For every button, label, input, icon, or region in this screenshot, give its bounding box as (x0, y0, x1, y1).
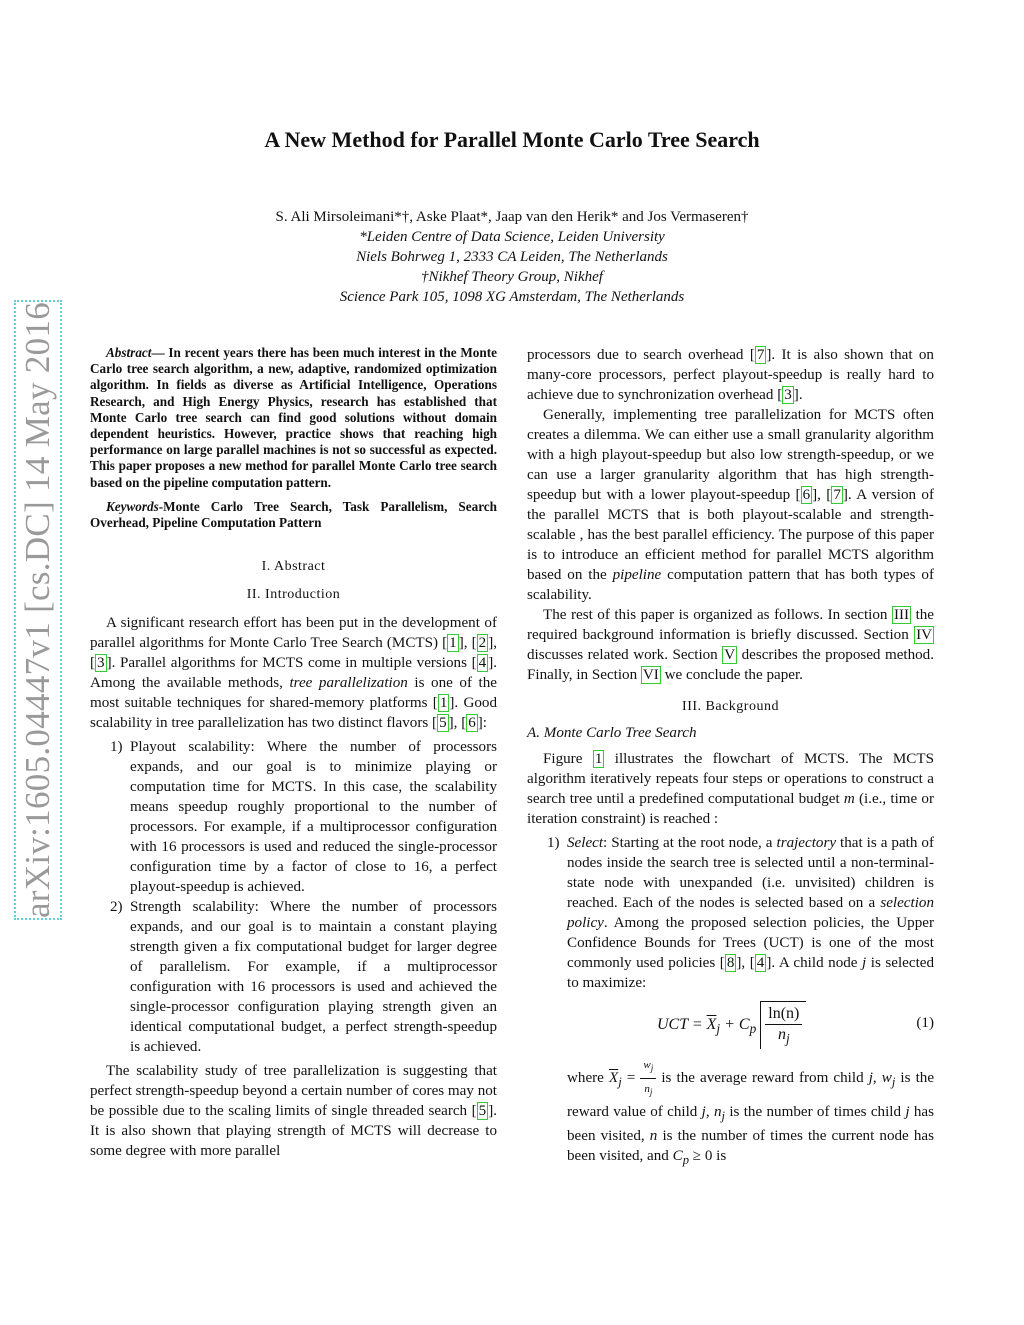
uct-equation (527, 993, 934, 1055)
section-link[interactable]: V (724, 647, 736, 663)
list-item: 1) Select: Starting at the root node, a trajectory that is a path of nodes inside the search tree is selected until a non-terminal-state node with unexpanded (i.e. unvisited) children is reached. Each of the nodes is selected based on a selection policy. Among the proposed selection policies, the Upper Confidence Bounds for Trees (UCT) is one of the most commonly used policies [ 8 ], [ 4 ]. A child node j is selected to maximize: (547, 835, 935, 991)
arxiv-stamp (14, 300, 62, 920)
paper-title: A New Method for Parallel Monte Carlo Tree Search (264, 127, 760, 152)
citation-link[interactable]: 6 (802, 487, 811, 503)
affiliation-4: Science Park 105, 1098 XG Amsterdam, The Netherlands (339, 289, 685, 305)
list-item: 2) Strength scalability: Where the number of processors expands, and our goal is to maintain a constant playing strength given a fix computational budget for larger degree of parallelism. For example, if a multiprocessor configuration with 16 processors is used and achieved the single-processor configuration playing strength given an identical computational budget, a perfect strength-speedup is achieved. (110, 899, 497, 1056)
right-paragraph-4: Figure 1 illustrates the flowchart of MCTS. The MCTS algorithm iteratively repeats four steps or operations to construct a search tree until a predefined computational budget m (i.e., time or iteration constraint) is reached : (527, 751, 934, 827)
arxiv-stamp-text: arXiv:1605.04447v1 [cs.DC] 14 May 2016 (18, 301, 57, 919)
right-column (527, 345, 934, 1170)
uct-formula: UCT = $\overline{X}_j + C_p$ $\frac{\ln(n)}{n_j}$ (657, 1001, 806, 1049)
figure-link[interactable]: 1 (594, 751, 603, 767)
citation-link[interactable]: 7 (756, 347, 765, 363)
list-item: 1) Playout scalability: Where the number of processors expands, and our goal is to minimize playing or computation time for MCTS. In this case, the scalability means speedup roughly proportional to the number of processors. For example, if a multiprocessor configuration with 16 processors is used and reduced the single-processor configuration time by a factor of close to 16, a perfect playout-speedup is achieved. (110, 739, 497, 896)
affiliation-3: †Nikhef Theory Group, Nikhef (421, 269, 603, 285)
citation-link[interactable]: 1 (449, 635, 457, 652)
citation-link[interactable]: 8 (726, 955, 735, 971)
right-paragraph-3: The rest of this paper is organized as follows. In section III the required background information is briefly discussed. Section IV discusses related work. Section V describes the proposed method. Finally, in Section VI we conclude the paper. (527, 607, 935, 683)
section-link[interactable]: IV (916, 627, 932, 643)
citation-link[interactable]: 5 (478, 1103, 487, 1120)
where-paragraph: where $\overline{X}_j$ = $\frac{w_j}{n_j}$ is the average reward from child j, $w_j$ is the reward value of child j, $n_j$ is the number of times child j has been visited, n is the number of times the current node has been visited, and $C_p \ge 0$ is (527, 1055, 934, 1170)
section-link[interactable]: III (893, 607, 910, 623)
author-names: S. Ali Mirsoleimani*†, Aske Plaat*, Jaap van den Herik* and Jos Vermaseren† (275, 209, 749, 225)
intro-paragraph-2: The scalability study of tree parallelization is suggesting that perfect strength-speedup beyond a certain number of cores may not be possible due to the scaling limits of single threaded search [ 5 ]. It is also shown that playing strength of MCTS will decrease to some degree with more parallel (90, 1063, 497, 1160)
citation-link[interactable]: 4 (478, 655, 487, 672)
citation-link[interactable]: 4 (756, 955, 765, 971)
affiliation-1: *Leiden Centre of Data Science, Leiden University (359, 229, 665, 245)
keywords: Keywords-Monte Carlo Tree Search, Task Parallelism, Search Overhead, Pipeline Computation Pattern (90, 498, 497, 531)
section-heading-abstract: I. Abstract (261, 559, 326, 575)
equation-number: (1) (916, 1015, 934, 1031)
section-heading-background: III. Background (682, 699, 779, 714)
citation-link[interactable]: 2 (478, 635, 487, 652)
subsection-heading-mcts: A. Monte Carlo Tree Search (527, 725, 697, 741)
section-link[interactable]: VI (642, 667, 659, 683)
left-column (90, 345, 497, 1161)
citation-link[interactable]: 6 (468, 715, 476, 732)
right-paragraph-1: processors due to search overhead [ 7 ]. It is also shown that on many-core processors, perfect playout-speedup is really hard to achieve due to synchronization overhead [ 3 ]. (527, 347, 934, 403)
citation-link[interactable]: 7 (833, 487, 841, 503)
section-heading-introduction: II. Introduction (246, 587, 341, 603)
intro-paragraph-1: A significant research effort has been put in the development of parallel algorithms for Monte Carlo Tree Search (MCTS) [ 1 ], [ 2 ], [ 3 ]. Parallel algorithms for MCTS come in multiple versions [ 4 ]. Among the available methods, tree parallelization is one of the most suitable techniques for shared-memory platforms [ 1 ]. Good scalability in tree parallelization has two distinct flavors [ 5 ], [ 6 ]: (90, 615, 498, 732)
affiliation-2: Niels Bohrweg 1, 2333 CA Leiden, The Netherlands (356, 249, 668, 265)
citation-link[interactable]: 5 (439, 715, 447, 732)
right-paragraph-2: Generally, implementing tree parallelization for MCTS often creates a dilemma. We can either use a small granularity algorithm with a high playout-speedup but also low strength-speedup, or we can use a larger granularity algorithm that has high strength-speedup but with a lower playout-speedup [ 6 ], [ 7 ]. A version of the parallel MCTS that is both playout-scalable and strength-scalable , has the best parallel efficiency. The purpose of this paper is to introduce an efficient method for parallel MCTS algorithm based on the pipeline computation pattern that has both types of scalability. (527, 407, 934, 603)
citation-link[interactable]: 1 (439, 695, 448, 712)
citation-link[interactable]: 3 (784, 387, 792, 403)
abstract: Abstract— In recent years there has been much interest in the Monte Carlo tree search algorithm, a new, adaptive, randomized optimization algorithm. In fields as diverse as Artificial Intelligence, Operations Research, and High Energy Physics, research has established that Monte Carlo tree search can find good solutions without domain dependent heuristics. However, practice shows that reaching high performance on large parallel machines is not so successful as expected. This paper proposes a new method for parallel Monte Carlo tree search based on the pipeline computation pattern. (90, 345, 497, 490)
citation-link[interactable]: 3 (97, 655, 105, 672)
